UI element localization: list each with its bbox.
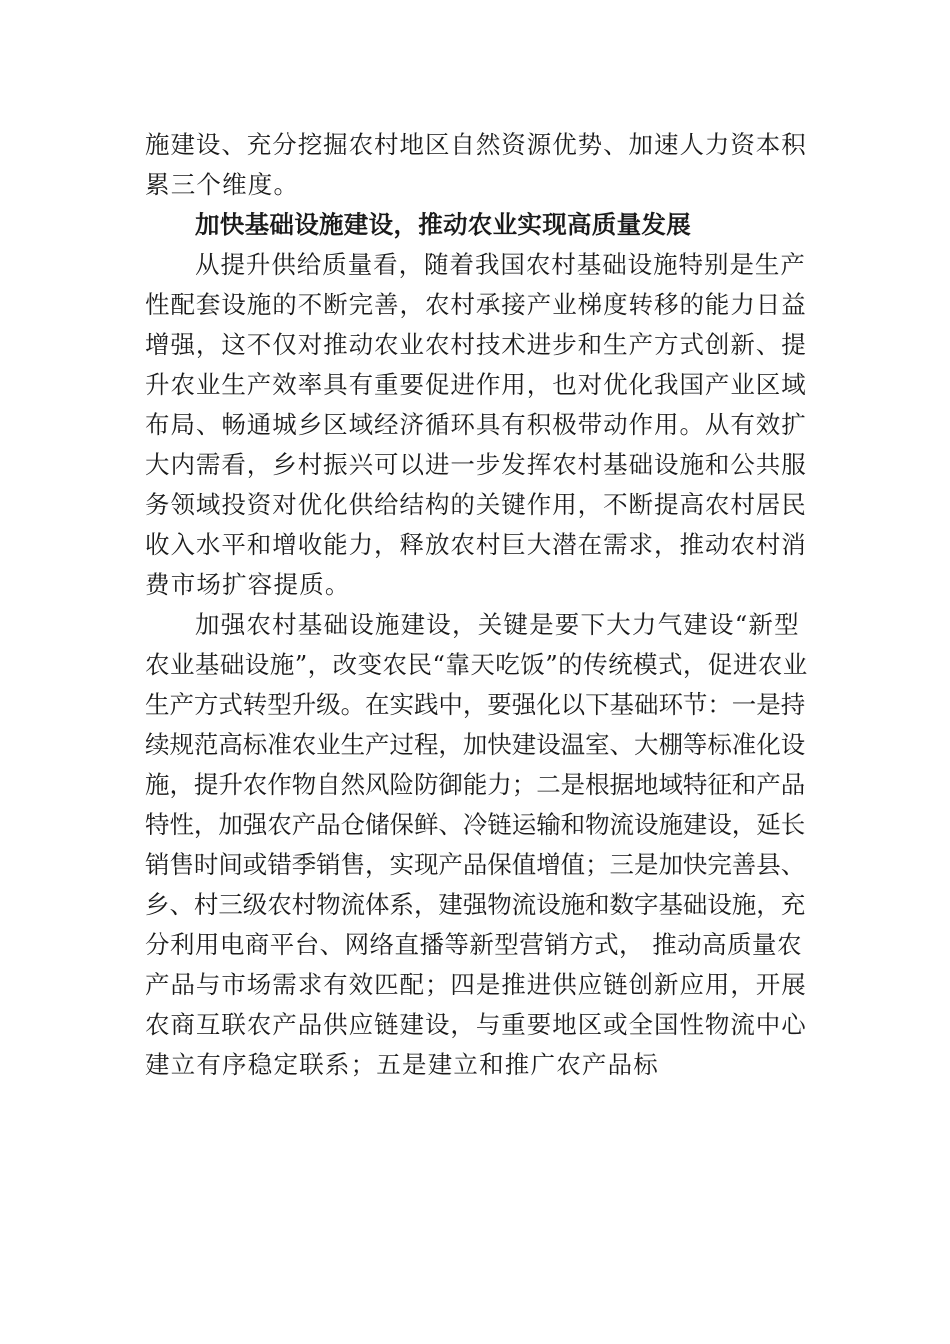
text-line: 乡、村三级农村物流体系，建强物流设施和数字基础设施，充 (145, 890, 806, 919)
text-line: 升农业生产效率具有重要促进作用，也对优化我国产业区域 (145, 370, 807, 399)
text-line: 增强，这不仅对推动农业农村技术进步和生产方式创新、提 (145, 330, 807, 359)
text-line: 续规范高标准农业生产过程，加快建设温室、大棚等标准化设 (145, 730, 806, 759)
text-line: 建立有序稳定联系；五是建立和推广农产品标 (145, 1050, 659, 1079)
text-line: 农业基础设施”，改变农民“靠天吃饭”的传统模式，促进农业 (145, 650, 808, 679)
text-line: 农商互联农产品供应链建设，与重要地区或全国性物流中心 (145, 1010, 807, 1039)
text-line: 销售时间或错季销售，实现产品保值增值；三是加快完善县、 (145, 850, 806, 879)
text-line: 费市场扩容提质。 (145, 570, 351, 599)
text-line: 加强农村基础设施建设，关键是要下大力气建设“新型 (195, 610, 800, 639)
text-line: 布局、畅通城乡区域经济循环具有积极带动作用。从有效扩 (145, 410, 807, 439)
text-line: 生产方式转型升级。在实践中，要强化以下基础环节：一是持 (145, 690, 806, 719)
text-line: 特性，加强农产品仓储保鲜、冷链运输和物流设施建设，延长 (145, 810, 806, 839)
text-line: 累三个维度。 (145, 170, 300, 199)
text-line: 收入水平和增收能力，释放农村巨大潜在需求，推动农村消 (145, 530, 807, 559)
text-line: 从提升供给质量看，随着我国农村基础设施特别是生产 (195, 250, 806, 279)
text-line: 施建设、充分挖掘农村地区自然资源优势、加速人力资本积 (145, 130, 807, 159)
text-line: 务领域投资对优化供给结构的关键作用，不断提高农村居民 (145, 490, 807, 519)
text-line: 性配套设施的不断完善，农村承接产业梯度转移的能力日益 (145, 290, 807, 319)
text-line: 产品与市场需求有效匹配；四是推进供应链创新应用，开展 (145, 970, 807, 999)
text-line: 分利用电商平台、网络直播等新型营销方式， 推动高质量农 (145, 930, 802, 959)
text-line: 施，提升农作物自然风险防御能力；二是根据地域特征和产品 (145, 770, 806, 799)
text-line: 大内需看，乡村振兴可以进一步发挥农村基础设施和公共服 (145, 450, 807, 479)
section-heading: 加快基础设施建设，推动农业实现高质量发展 (195, 210, 691, 239)
